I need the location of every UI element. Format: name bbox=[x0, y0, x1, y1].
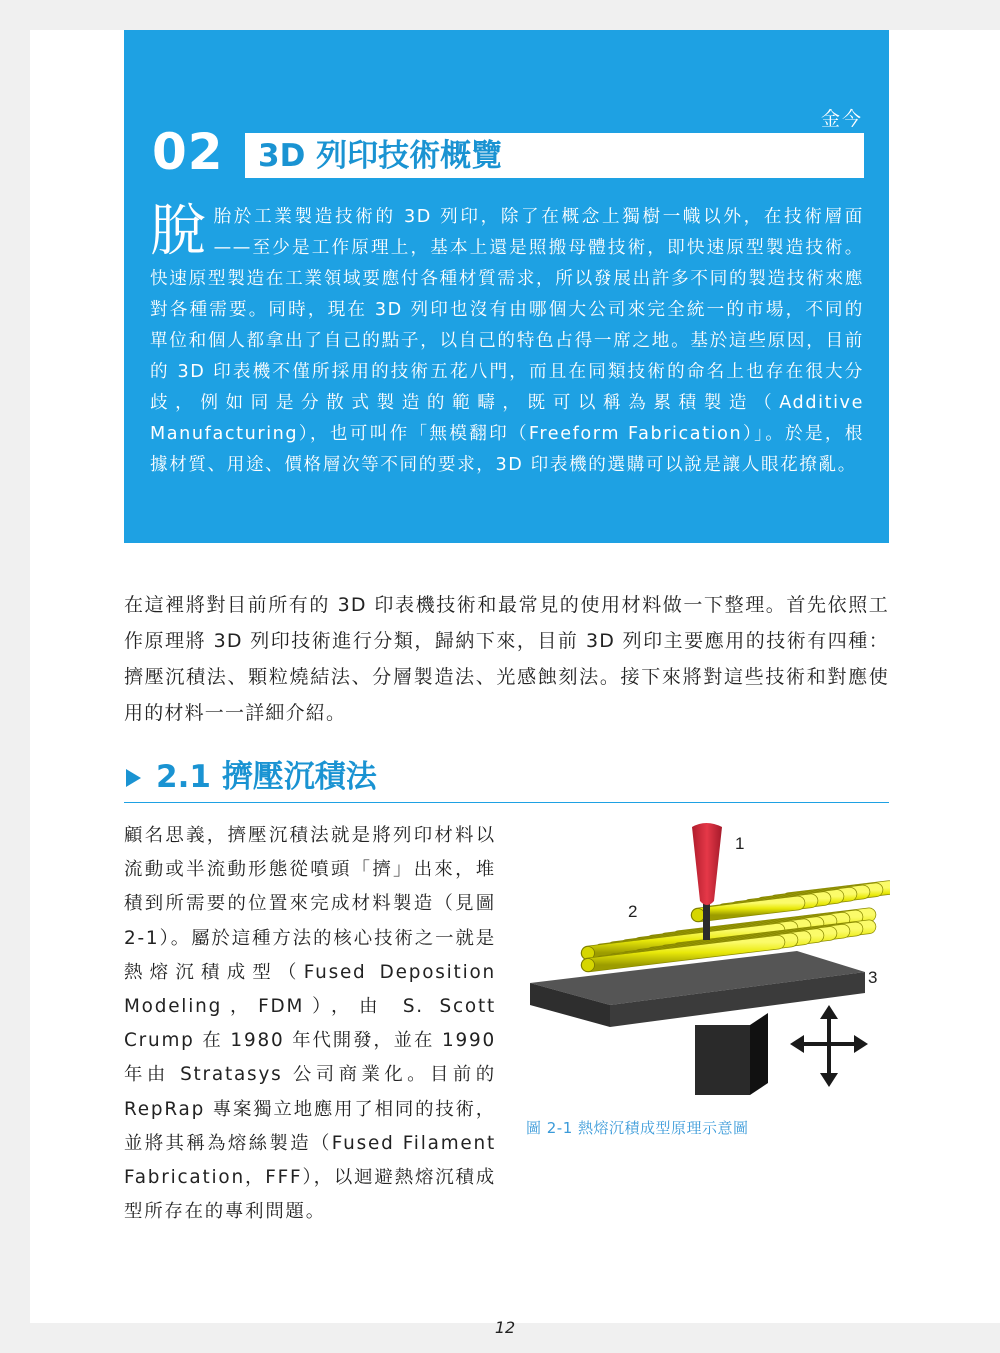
section-title: 2.1 擠壓沉積法 bbox=[156, 759, 377, 795]
diagram-label-1: 1 bbox=[735, 834, 745, 853]
chapter-number: 02 bbox=[152, 123, 224, 181]
section-heading bbox=[124, 756, 889, 803]
build-platform bbox=[530, 951, 865, 1027]
body-paragraph-1: 在這裡將對目前所有的 3D 印表機技術和最常見的使用材料做一下整理。首先依照工作原理將 3D 列印技術進行分類，歸納下來，目前 3D 列印主要應用的技術有四種：擠壓沉積法、顆粒燒結法、分層製造法、光感蝕刻法。接下來將對這些技術和對應使用的材料一一詳細介紹。 bbox=[124, 594, 889, 724]
diagram-label-3: 3 bbox=[868, 968, 878, 987]
movement-arrows-icon bbox=[790, 1005, 868, 1087]
author-name: 金今 bbox=[820, 108, 863, 130]
fdm-diagram bbox=[520, 815, 890, 1115]
diagram-label-2: 2 bbox=[628, 902, 638, 921]
drop-cap: 脫 bbox=[150, 199, 208, 264]
platform-support bbox=[695, 1013, 768, 1095]
triangle-bullet-icon bbox=[126, 769, 141, 787]
page bbox=[30, 30, 1000, 1337]
figure-caption: 圖 2-1 熱熔沉積成型原理示意圖 bbox=[526, 1119, 749, 1137]
chapter-title-bar bbox=[245, 133, 864, 178]
intro-paragraph bbox=[150, 199, 864, 481]
chapter-title: 3D 列印技術概覽 bbox=[258, 138, 503, 174]
body-paragraph-2: 顧名思義，擠壓沉積法就是將列印材料以流動或半流動形態從噴頭「擠」出來，堆積到所需要的位置來完成材料製造（見圖 2-1）。屬於這種方法的核心技術之一就是熱熔沉積成型（Fused Deposition Modeling，FDM），由 S. Scott Crump 在 1980 年代開發，並在 1990 年由 Stratasys 公司商業化。目前的 RepRap 專案獨立地應用了相同的技術，並將其稱為熔絲製造（Fused Filament Fabrication，FFF），以迴避熱熔沉積成型所存在的專利問題。 bbox=[124, 825, 496, 1223]
nozzle bbox=[692, 823, 722, 940]
chapter-intro-box bbox=[124, 30, 889, 543]
page-number: 12 bbox=[494, 1318, 516, 1337]
intro-text: 胎於工業製造技術的 3D 列印，除了在概念上獨樹一幟以外，在技術層面——至少是工作原理上，基本上還是照搬母體技術，即快速原型製造技術。快速原型製造在工業領域要應付各種材質需求，所以發展出許多不同的製造技術來應對各種需要。同時，現在 3D 列印也沒有由哪個大公司來完全統一的市場，不同的單位和個人都拿出了自己的點子，以自己的特色占得一席之地。基於這些原因，目前的 3D 印表機不僅所採用的技術五花八門，而且在同類技術的命名上也存在很大分歧，例如同是分散式製造的範疇，既可以稱為累積製造（Additive Manufacturing），也可叫作「無模翻印（Freeform Fabrication）」。於是，根據材質、用途、價格層次等不同的要求，3D 印表機的選購可以說是讓人眼花撩亂。 bbox=[150, 207, 864, 475]
